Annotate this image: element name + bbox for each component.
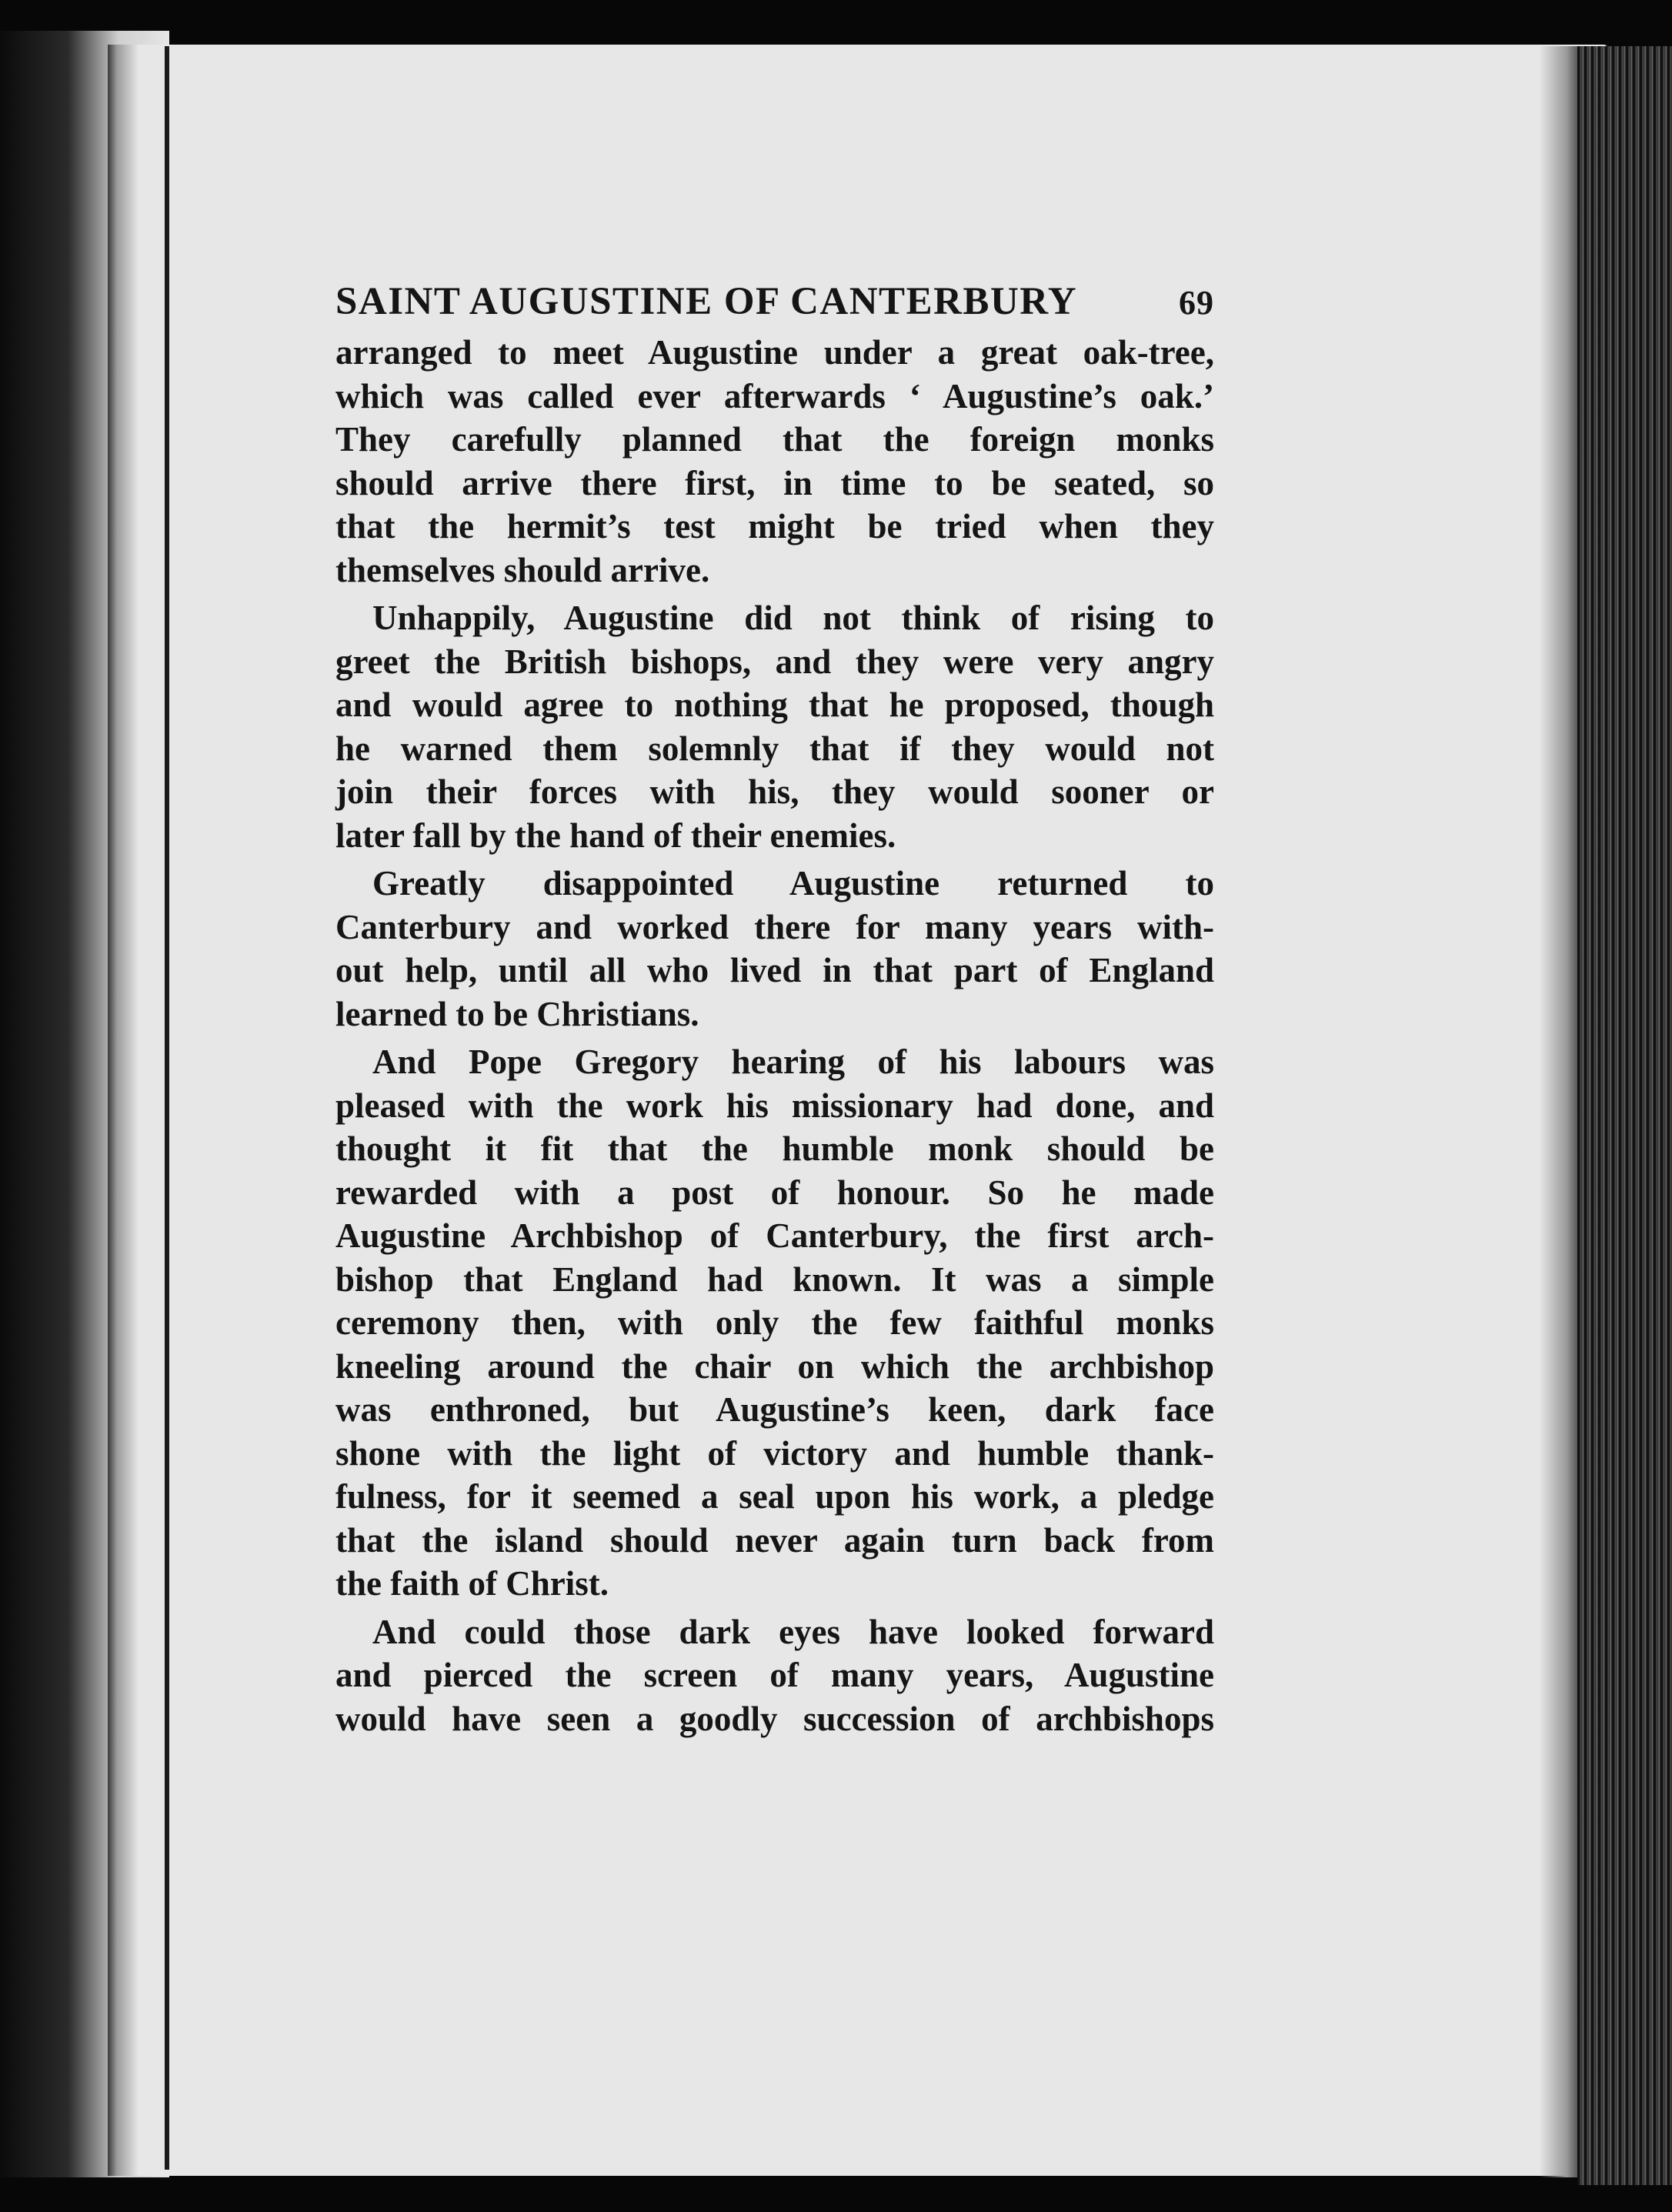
text-line: thought it fit that the humble monk should be — [335, 1129, 1214, 1168]
page-gutter-shadow — [108, 45, 138, 2176]
gutter-line — [165, 46, 169, 2170]
text-line: out help, until all who lived in that part of England — [335, 951, 1214, 989]
paragraph-5 — [335, 1610, 1214, 1741]
paragraph-1 — [335, 331, 1214, 592]
text-line: was enthroned, but Augustine’s keen, dark face — [335, 1390, 1214, 1429]
paragraph-4 — [335, 1040, 1214, 1606]
text-line: And could those dark eyes have looked forward — [372, 1612, 1214, 1651]
paragraph-3 — [335, 862, 1214, 1036]
text-line: kneeling around the chair on which the archbishop — [335, 1346, 1214, 1386]
text-line: Augustine Archbishop of Canterbury, the first arch- — [335, 1216, 1214, 1255]
running-head-title: SAINT AUGUSTINE OF CANTERBURY — [335, 280, 1078, 323]
text-line: he warned them solemnly that if they would not — [335, 729, 1214, 768]
text-line: learned to be Christians. — [335, 994, 699, 1033]
text-line: Greatly disappointed Augustine returned to — [372, 864, 1214, 902]
text-line: themselves should arrive. — [335, 550, 710, 589]
text-line: And Pope Gregory hearing of his labours was — [372, 1043, 1214, 1081]
text-line: that the hermit’s test might be tried when they — [335, 507, 1214, 545]
text-line: should arrive there first, in time to be seated, so — [335, 463, 1214, 502]
page-text — [335, 275, 1214, 1745]
page-number: 69 — [1179, 284, 1214, 322]
text-line: join their forces with his, they would sooner or — [335, 772, 1214, 811]
text-line: that the island should never again turn back from — [335, 1520, 1214, 1560]
text-line: rewarded with a post of honour. So he made — [335, 1173, 1214, 1212]
text-line: Canterbury and worked there for many years with- — [335, 907, 1214, 946]
paragraph-2 — [335, 596, 1214, 857]
page-stack-edge — [1577, 46, 1672, 2185]
text-line: later fall by the hand of their enemies. — [335, 816, 896, 855]
text-line: shone with the light of victory and humble thank- — [335, 1433, 1214, 1473]
text-line: and pierced the screen of many years, Augustine — [335, 1656, 1214, 1694]
text-line: the faith of Christ. — [335, 1564, 609, 1603]
text-line: arranged to meet Augustine under a great oak-tree, — [335, 333, 1214, 372]
text-line: They carefully planned that the foreign monks — [335, 420, 1214, 459]
text-line: bishop that England had known. It was a simple — [335, 1259, 1214, 1299]
text-line: fulness, for it seemed a seal upon his work, a pledge — [335, 1477, 1214, 1516]
text-line: and would agree to nothing that he proposed, though — [335, 686, 1214, 724]
text-line: would have seen a goodly succession of archbishops — [335, 1699, 1214, 1738]
running-head — [335, 275, 1214, 329]
text-line: Unhappily, Augustine did not think of rising to — [372, 599, 1214, 637]
text-line: pleased with the work his missionary had done, and — [335, 1086, 1214, 1125]
text-line: greet the British bishops, and they were very angry — [335, 642, 1214, 681]
text-line: ceremony then, with only the few faithful monks — [335, 1303, 1214, 1342]
text-line: which was called ever afterwards ‘ Augustine’s oak.’ — [335, 376, 1214, 415]
